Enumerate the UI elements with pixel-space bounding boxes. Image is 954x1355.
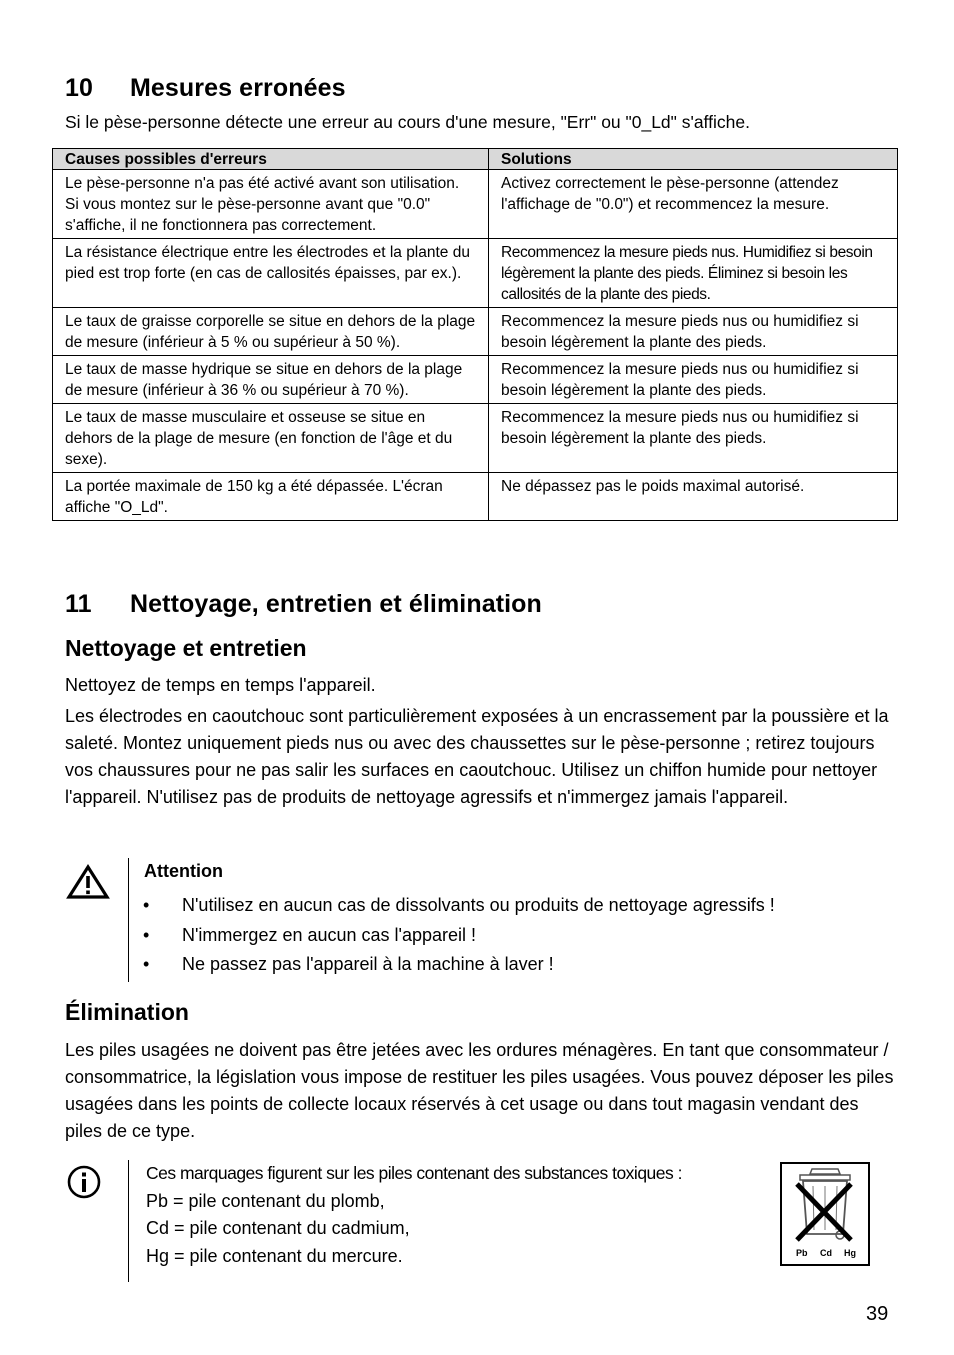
attention-list	[129, 891, 889, 980]
info-line: Hg = pile contenant du mercure.	[146, 1245, 403, 1266]
table-row	[53, 308, 898, 356]
info-icon	[66, 1164, 102, 1200]
cleaning-heading: Nettoyage et entretien	[65, 635, 307, 661]
table-cell-solution: Recommencez la mesure pieds nus ou humidifiez si besoin légèrement la plante des pieds.	[489, 356, 898, 404]
error-table-header-row	[53, 149, 898, 170]
table-row	[53, 473, 898, 521]
attention-note	[128, 858, 889, 982]
section-11-heading	[65, 590, 542, 619]
info-line: Ces marquages figurent sur les piles contenant des substances toxiques :	[146, 1163, 682, 1183]
list-item	[129, 950, 889, 980]
table-row	[53, 239, 898, 308]
attention-item-text: N'utilisez en aucun cas de dissolvants ou produits de nettoyage agressifs !	[182, 895, 775, 915]
disposal-paragraph: Les piles usagées ne doivent pas être jetées avec les ordures ménagères. En tant que consommateur / consommatrice, la législation vous impose de restituer les piles usagées. Vous pouvez déposer les piles usagées dans les points de collecte locaux réservés à cet usage ou dans tout magasin vendant des piles de ce type.	[65, 1040, 894, 1141]
section-10-heading	[65, 74, 346, 103]
table-cell-cause: Le taux de masse hydrique se situe en dehors de la plage de mesure (inférieur à 36 % ou supérieur à 70 %).	[53, 356, 489, 404]
table-cell-solution: Recommencez la mesure pieds nus ou humidifiez si besoin légèrement la plante des pieds.	[489, 308, 898, 356]
table-row	[53, 356, 898, 404]
crossed-bin-icon	[780, 1162, 870, 1266]
bin-label-hg: Hg	[844, 1248, 856, 1258]
bullet-icon: •	[143, 954, 150, 974]
warning-triangle-icon	[66, 864, 110, 900]
table-cell-cause: Le pèse-personne n'a pas été activé avant son utilisation. Si vous montez sur le pèse-personne avant que "0.0" s'affiche, il ne fonctionnera pas correctement.	[53, 170, 489, 239]
error-table	[52, 148, 898, 521]
table-cell-cause: Le taux de graisse corporelle se situe en dehors de la plage de mesure (inférieur à 5 % ou supérieur à 50 %).	[53, 308, 489, 356]
cleaning-paragraph-1: Nettoyez de temps en temps l'appareil.	[65, 675, 376, 695]
table-cell-cause: Le taux de masse musculaire et osseuse se situe en dehors de la plage de mesure (en fonction de l'âge et du sexe).	[53, 404, 489, 473]
section-11-title: Nettoyage, entretien et élimination	[130, 590, 542, 618]
page-number: 39	[866, 1303, 889, 1325]
error-table-header-causes: Causes possibles d'erreurs	[53, 149, 489, 170]
section-10-title: Mesures erronées	[130, 74, 346, 102]
table-cell-solution: Recommencez la mesure pieds nus. Humidifiez si besoin légèrement la plante des pieds. Éliminez si besoin les callosités de la plante des pieds.	[489, 239, 898, 308]
bullet-icon: •	[143, 924, 150, 945]
attention-title: Attention	[144, 861, 223, 881]
table-cell-solution: Ne dépassez pas le poids maximal autorisé.	[489, 473, 898, 521]
table-row	[53, 170, 898, 239]
bin-label-pb: Pb	[796, 1248, 808, 1258]
table-cell-cause: La portée maximale de 150 kg a été dépassée. L'écran affiche "O_Ld".	[53, 473, 489, 521]
table-cell-solution: Activez correctement le pèse-personne (attendez l'affichage de "0.0") et recommencez la mesure.	[489, 170, 898, 239]
list-item	[129, 921, 889, 951]
info-text	[146, 1160, 769, 1270]
section-11-number: 11	[65, 590, 92, 618]
disposal-heading: Élimination	[65, 999, 189, 1025]
list-item	[129, 891, 889, 921]
error-table-header-solutions: Solutions	[489, 149, 898, 170]
table-cell-cause: La résistance électrique entre les électrodes et la plante du pied est trop forte (en cas de callosités épaisses, par ex.).	[53, 239, 489, 308]
table-row	[53, 404, 898, 473]
table-cell-solution: Recommencez la mesure pieds nus ou humidifiez si besoin légèrement la plante des pieds.	[489, 404, 898, 473]
bullet-icon: •	[143, 895, 150, 915]
attention-item-text: N'immergez en aucun cas l'appareil !	[182, 924, 477, 945]
section-10-number: 10	[65, 74, 94, 102]
info-note	[128, 1160, 769, 1282]
info-line: Cd = pile contenant du cadmium,	[146, 1218, 410, 1238]
bin-label-cd: Cd	[820, 1248, 832, 1258]
info-line: Pb = pile contenant du plomb,	[146, 1190, 385, 1211]
section-10-intro: Si le pèse-personne détecte une erreur au cours d'une mesure, "Err" ou "0_Ld" s'affiche.	[65, 112, 750, 132]
attention-item-text: Ne passez pas l'appareil à la machine à laver !	[182, 954, 554, 974]
cleaning-paragraph-2: Les électrodes en caoutchouc sont particulièrement exposées à un encrassement par la poussière et la saleté. Montez uniquement pieds nus ou avec des chaussettes sur le pèse-personne ; retirez toujours vos chaussures pour ne pas salir les surfaces en caoutchouc. Utilisez un chiffon humide pour nettoyer l'appareil. N'utilisez pas de produits de nettoyage agressifs et n'immergez jamais l'appareil.	[65, 706, 889, 807]
